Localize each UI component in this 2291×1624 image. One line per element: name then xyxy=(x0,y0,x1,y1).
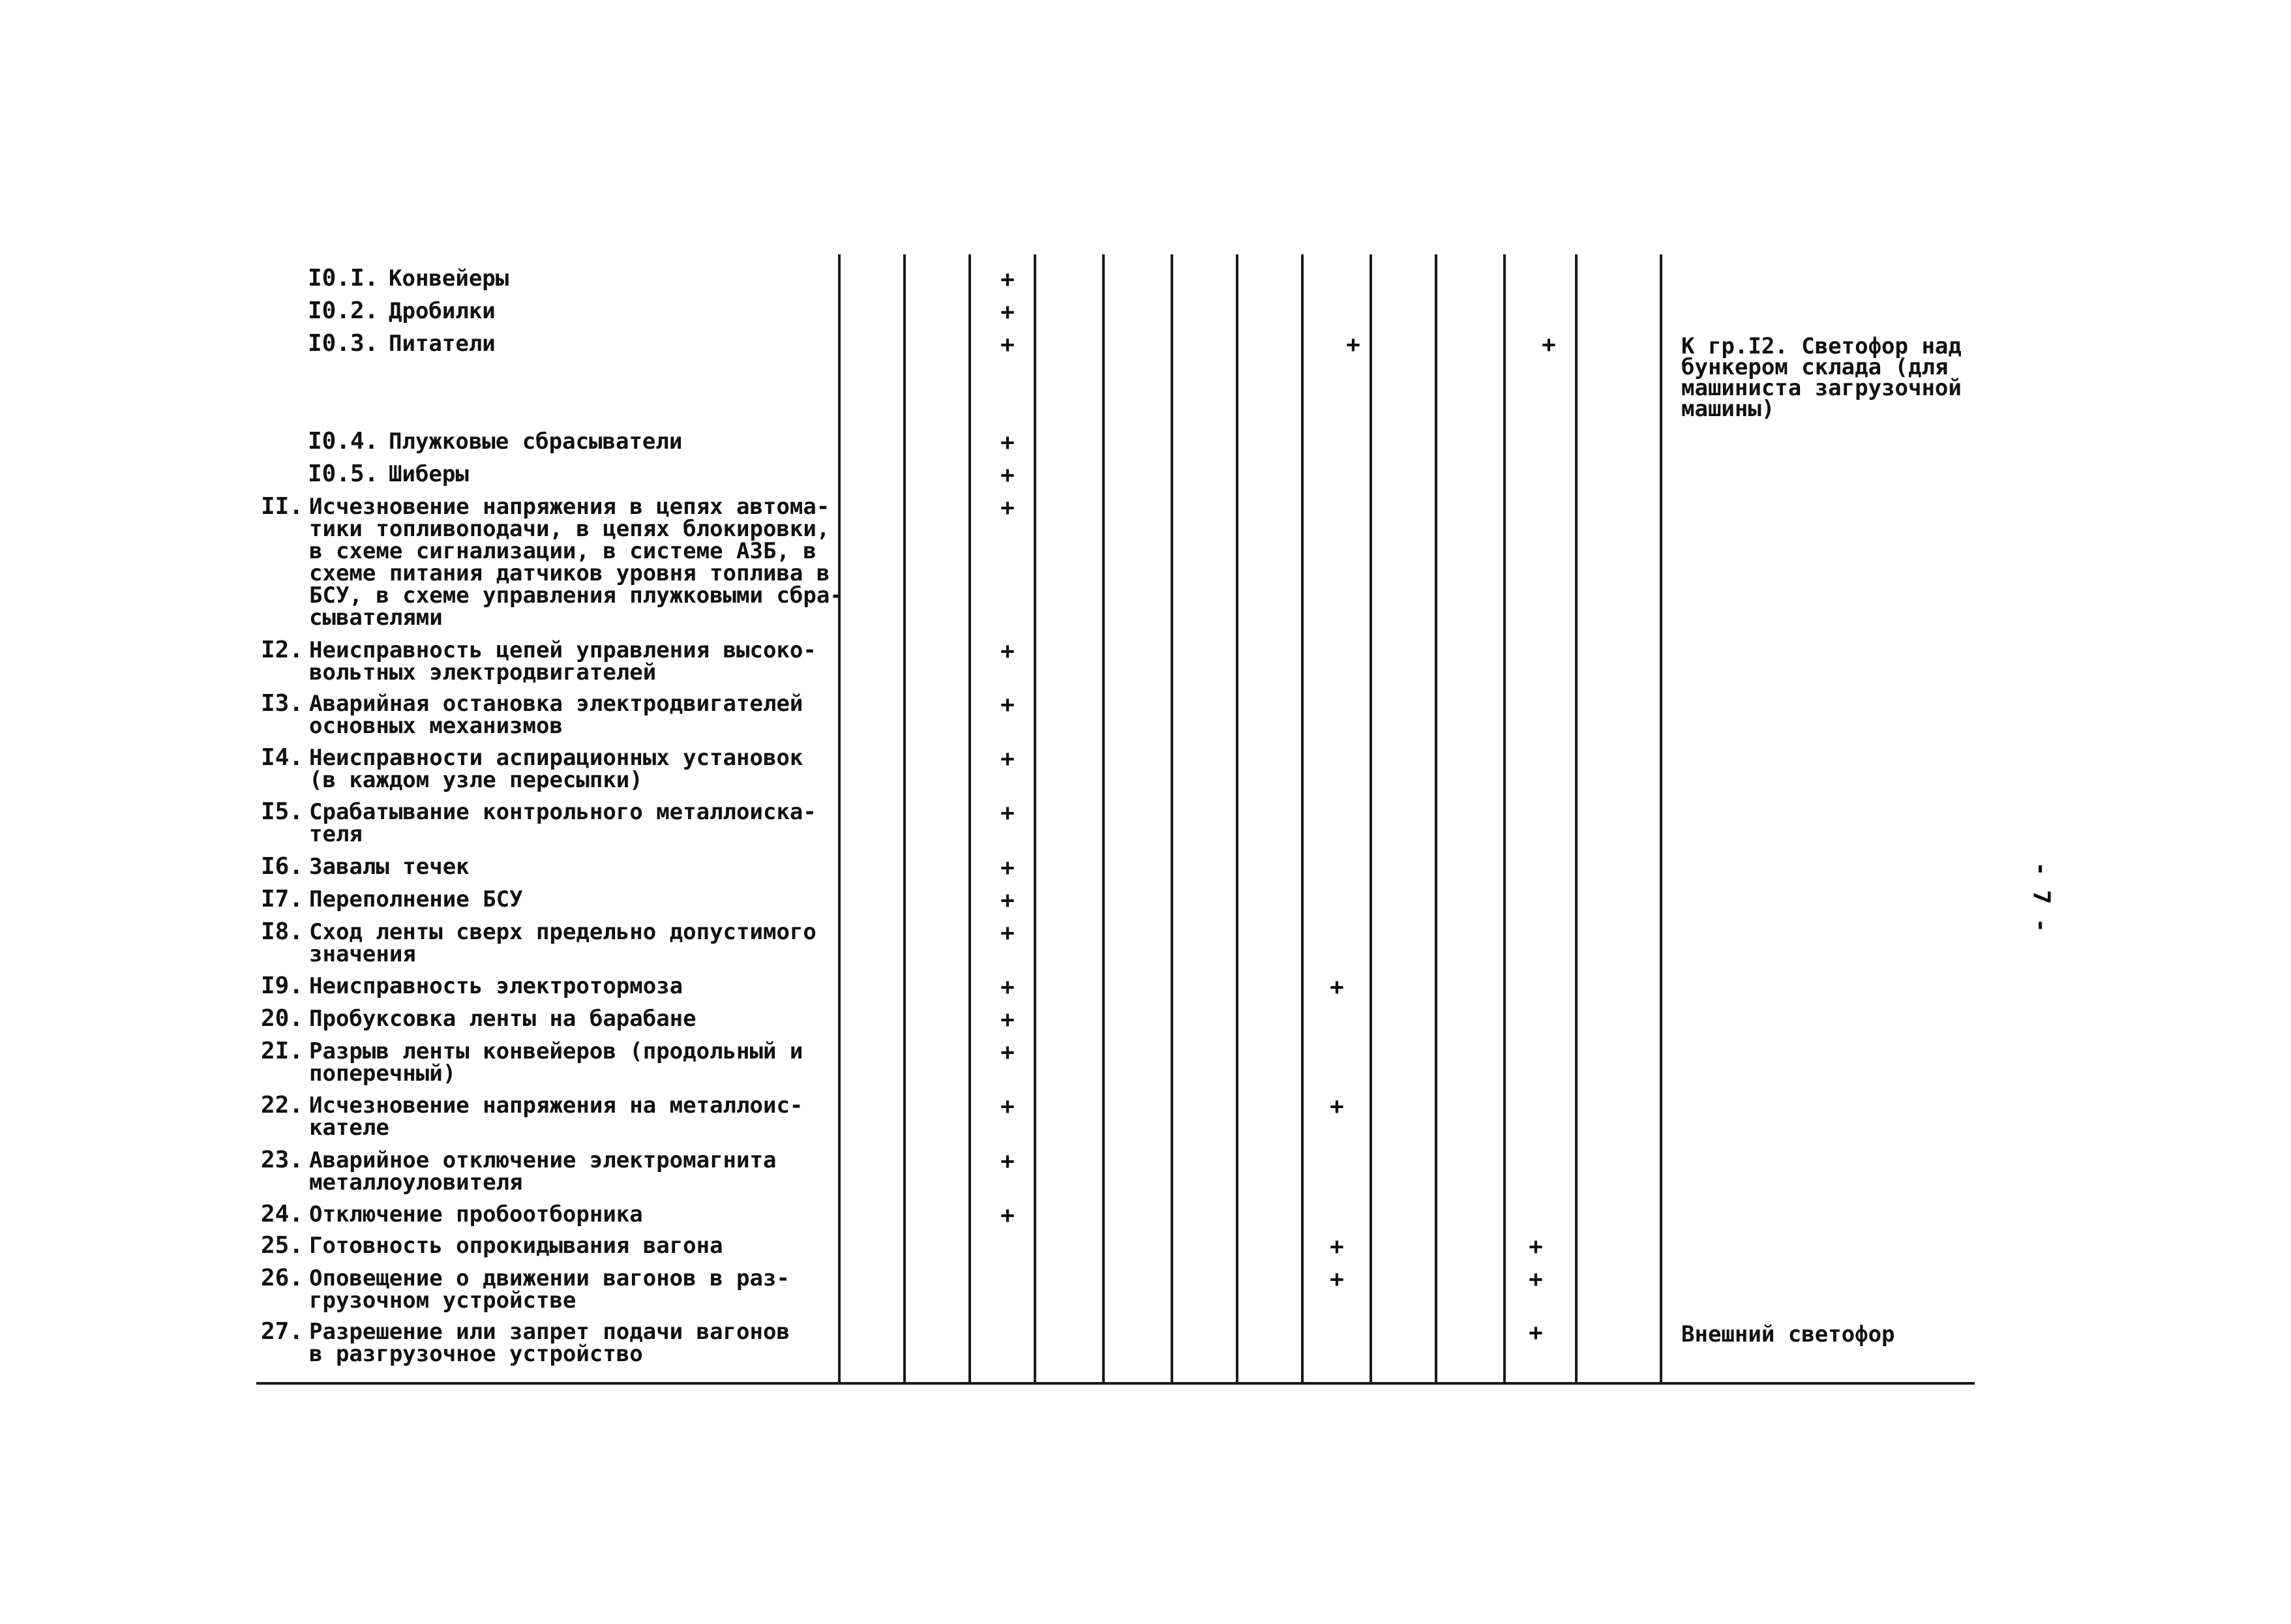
row-number: 23. xyxy=(260,1147,303,1173)
plus-mark: + xyxy=(1000,494,1015,521)
plus-mark: + xyxy=(1529,1233,1543,1260)
row-text: Питатели xyxy=(389,331,496,357)
plus-mark: + xyxy=(1000,266,1015,293)
plus-mark: + xyxy=(1000,1093,1015,1120)
row-number: 22. xyxy=(260,1092,303,1119)
row-number: I3. xyxy=(260,690,303,717)
row-number: I0.2. xyxy=(308,297,379,324)
row-number: 2I. xyxy=(260,1038,303,1064)
column-rule xyxy=(1301,254,1304,1385)
row-number: 20. xyxy=(260,1005,303,1032)
column-rule xyxy=(1503,254,1506,1385)
row-number: I0.3. xyxy=(308,330,379,357)
column-rule xyxy=(1660,254,1662,1385)
plus-mark: + xyxy=(1000,920,1015,946)
row-number: 26. xyxy=(260,1265,303,1291)
plus-mark: + xyxy=(1330,1093,1344,1120)
row-text: Отключение пробоотборника xyxy=(309,1201,643,1227)
row-text: Сход ленты сверх предельно допустимого значения xyxy=(309,919,816,967)
row-number: I7. xyxy=(260,886,303,912)
plus-mark: + xyxy=(1330,1233,1344,1260)
row-text: Конвейеры xyxy=(389,265,509,292)
plus-mark: + xyxy=(1000,429,1015,456)
row-text: Исчезновение напряжения в цепях автома- тики топливоподачи, в цепях блокировки, в схеме сигнализации, в системе АЗБ, в схеме питания датчиков уровня топлива в БСУ, в схеме управления плужковыми сбра- сывателями xyxy=(309,494,843,631)
plus-mark: + xyxy=(1000,800,1015,826)
plus-mark: + xyxy=(1000,887,1015,914)
column-rule xyxy=(968,254,971,1385)
column-rule xyxy=(1435,254,1437,1385)
row-text: Шиберы xyxy=(389,461,469,487)
row-text: Неисправность цепей управления высоко- вольтных электродвигателей xyxy=(309,637,816,685)
table-bottom-rule xyxy=(256,1382,1975,1385)
row-note: Внешний светофор xyxy=(1681,1321,1895,1347)
row-number: 27. xyxy=(260,1318,303,1345)
row-text: Неисправности аспирационных установок (в каждом узле пересыпки) xyxy=(309,745,803,793)
row-number: I5. xyxy=(260,798,303,825)
plus-mark: + xyxy=(1000,691,1015,718)
row-number: I0.5. xyxy=(308,460,379,487)
row-number: I8. xyxy=(260,918,303,945)
row-number: I6. xyxy=(260,853,303,880)
plus-mark: + xyxy=(1000,1202,1015,1229)
plus-mark: + xyxy=(1000,974,1015,1000)
plus-mark: + xyxy=(1346,331,1360,358)
row-number: 24. xyxy=(260,1201,303,1227)
row-text: Дробилки xyxy=(389,298,496,324)
row-text: Разрешение или запрет подачи вагонов в разгрузочное устройство xyxy=(309,1319,790,1367)
plus-mark: + xyxy=(1000,854,1015,881)
plus-mark: + xyxy=(1000,462,1015,489)
row-number: I0.4. xyxy=(308,428,379,455)
row-number: 25. xyxy=(260,1232,303,1259)
column-rule xyxy=(1370,254,1372,1385)
row-text: Переполнение БСУ xyxy=(309,886,523,912)
plus-mark: + xyxy=(1000,638,1015,665)
row-text: Плужковые сбрасыватели xyxy=(389,429,683,455)
row-number: II. xyxy=(260,493,303,520)
plus-mark: + xyxy=(1529,1266,1543,1293)
row-text: Разрыв ленты конвейеров (продольный и поперечный) xyxy=(309,1038,803,1087)
plus-mark: + xyxy=(1330,1266,1344,1293)
row-text: Исчезновение напряжения на металлоис- кателе xyxy=(309,1092,803,1141)
row-number: I0.I. xyxy=(308,265,379,292)
row-text: Срабатывание контрольного металлоиска- теля xyxy=(309,799,816,847)
plus-mark: + xyxy=(1000,1148,1015,1175)
row-text: Неисправность электротормоза xyxy=(309,973,683,999)
row-note: К гр.I2. Светофор над бункером склада (для машиниста загрузочной машины) xyxy=(1681,333,1962,422)
row-number: I4. xyxy=(260,744,303,771)
plus-mark: + xyxy=(1000,331,1015,358)
plus-mark: + xyxy=(1542,331,1556,358)
row-text: Завалы течек xyxy=(309,854,470,880)
column-rule xyxy=(1171,254,1173,1385)
column-rule xyxy=(1102,254,1105,1385)
plus-mark: + xyxy=(1000,745,1015,772)
row-text: Пробуксовка ленты на барабане xyxy=(309,1006,696,1032)
plus-mark: + xyxy=(1330,974,1344,1000)
row-number: I9. xyxy=(260,972,303,999)
plus-mark: + xyxy=(1529,1319,1543,1346)
row-number: I2. xyxy=(260,637,303,663)
plus-mark: + xyxy=(1000,299,1015,325)
column-rule xyxy=(1575,254,1578,1385)
row-text: Аварийная остановка электродвигателей основных механизмов xyxy=(309,691,803,739)
plus-mark: + xyxy=(1000,1039,1015,1066)
column-rule xyxy=(1236,254,1238,1385)
column-rule xyxy=(903,254,906,1385)
row-text: Готовность опрокидывания вагона xyxy=(309,1233,723,1259)
page-number: - 7 - xyxy=(2028,862,2055,933)
row-text: Оповещение о движении вагонов в раз- грузочном устройстве xyxy=(309,1265,790,1314)
row-text: Аварийное отключение электромагнита металлоуловителя xyxy=(309,1147,777,1195)
column-rule xyxy=(1034,254,1036,1385)
plus-mark: + xyxy=(1000,1006,1015,1033)
